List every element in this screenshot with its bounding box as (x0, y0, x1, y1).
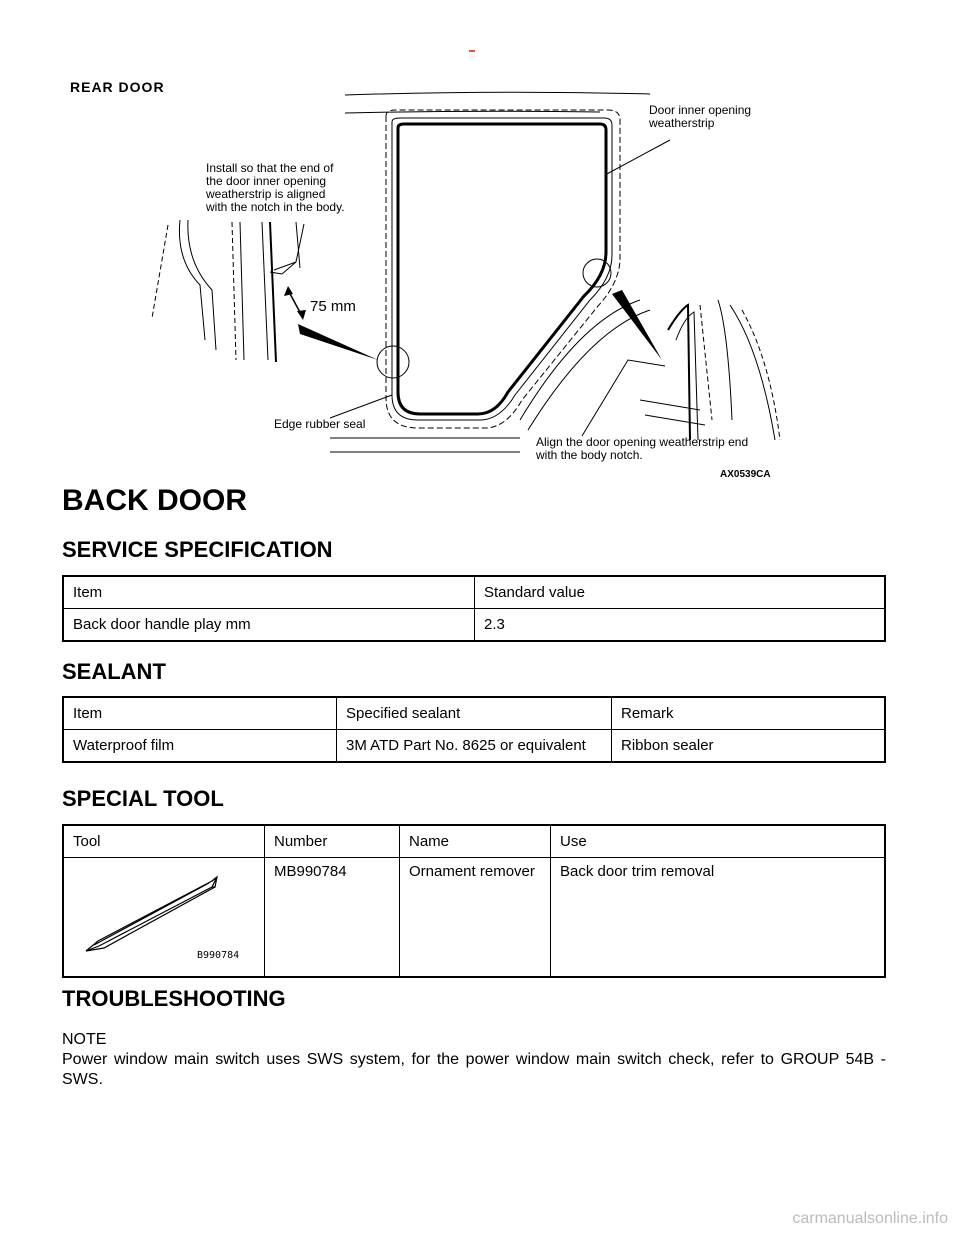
tool-image-cell (63, 858, 265, 978)
troubleshooting-note (62, 1030, 886, 1090)
install-callout-line: the door inner opening (206, 174, 327, 188)
table-cell: Back door trim removal (551, 858, 886, 978)
special-tool-table (62, 824, 886, 978)
special-tool-title: SPECIAL TOOL (62, 786, 224, 811)
table-cell: Back door handle play mm (63, 609, 475, 642)
table-cell: MB990784 (265, 858, 400, 978)
sealant-title: SEALANT (62, 659, 166, 684)
table-row (63, 609, 885, 642)
table-header-cell: Use (551, 825, 886, 858)
table-cell: 2.3 (475, 609, 886, 642)
figure-title: REAR DOOR (70, 79, 165, 95)
table-header-cell: Item (63, 697, 337, 730)
troubleshooting-title: TROUBLESHOOTING (62, 986, 286, 1011)
weatherstrip-callout-line: weatherstrip (649, 116, 715, 130)
table-header-cell: Specified sealant (337, 697, 612, 730)
dimension-label: 75 mm (310, 298, 356, 315)
table-row (63, 730, 885, 763)
sealant-table (62, 696, 886, 763)
align-callout (536, 436, 748, 462)
rear-door-illustration (0, 0, 960, 480)
table-header-cell: Standard value (475, 576, 886, 609)
table-row (63, 858, 885, 978)
table-header-cell: Tool (63, 825, 265, 858)
table-header-row (63, 825, 885, 858)
figure-id: AX0539CA (720, 469, 771, 480)
install-callout-line: with the notch in the body. (206, 200, 345, 214)
note-text: Power window main switch uses SWS system, for the power window main switch check, refer to GROUP 54B - SWS. (62, 1051, 886, 1088)
install-callout-line: Install so that the end of (206, 161, 334, 175)
table-cell: Waterproof film (63, 730, 337, 763)
note-label: NOTE (62, 1031, 107, 1048)
table-cell: Ornament remover (400, 858, 551, 978)
table-header-cell: Item (63, 576, 475, 609)
weatherstrip-callout-line: Door inner opening (649, 103, 752, 117)
table-header-row (63, 697, 885, 730)
install-callout-line: weatherstrip is aligned (206, 187, 326, 201)
align-callout-line: with the body notch. (536, 448, 643, 462)
align-callout-line: Align the door opening weatherstrip end (536, 435, 749, 449)
install-callout (206, 162, 345, 214)
table-header-cell: Number (265, 825, 400, 858)
table-cell: 3M ATD Part No. 8625 or equivalent (337, 730, 612, 763)
table-header-row (63, 576, 885, 609)
table-header-cell: Remark (612, 697, 886, 730)
watermark: carmanualsonline.info (792, 1210, 948, 1227)
section-heading: BACK DOOR (62, 484, 247, 517)
ornament-remover-drawing (64, 861, 264, 974)
tool-drawing-label: B990784 (197, 949, 240, 961)
edge-seal-callout: Edge rubber seal (274, 417, 366, 431)
table-header-cell: Name (400, 825, 551, 858)
service-spec-title: SERVICE SPECIFICATION (62, 537, 333, 562)
service-spec-table (62, 575, 886, 642)
table-cell: Ribbon sealer (612, 730, 886, 763)
weatherstrip-callout (649, 104, 751, 130)
